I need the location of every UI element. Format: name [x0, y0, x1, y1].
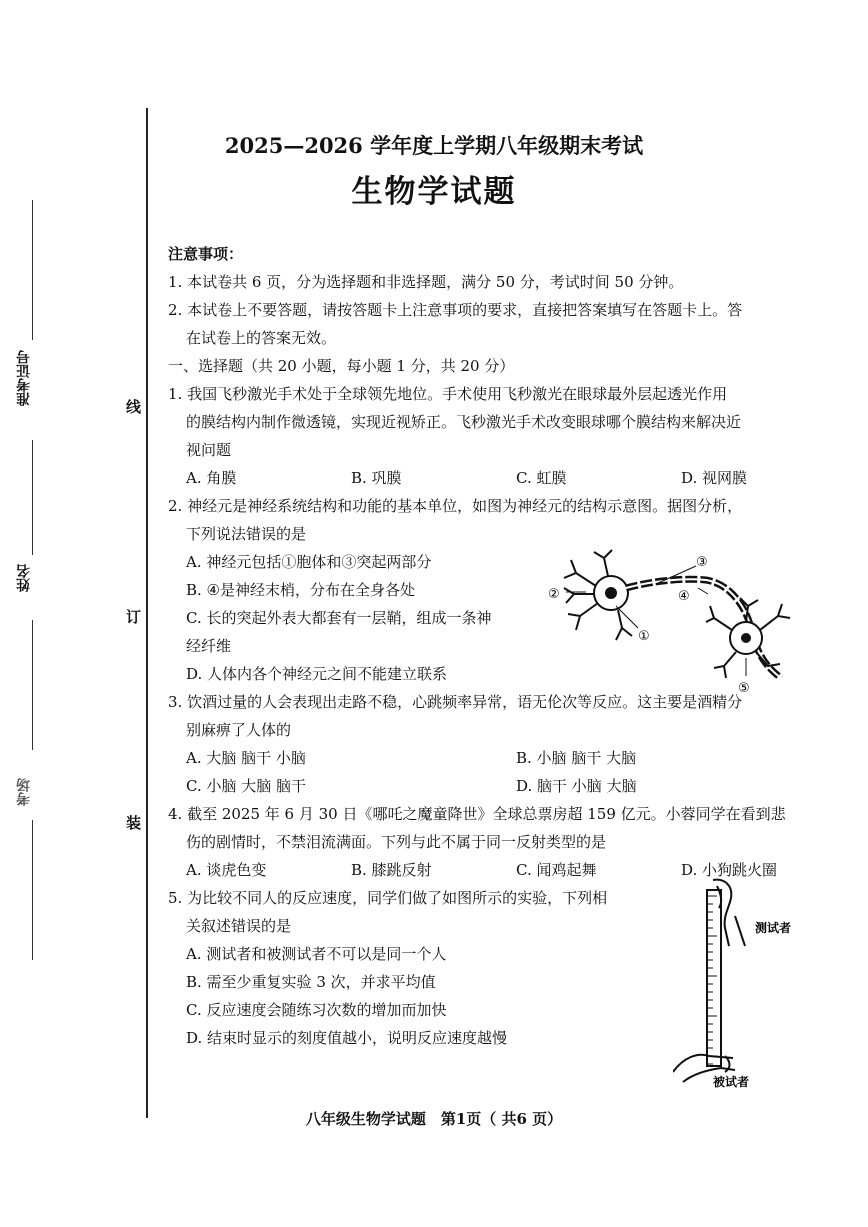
q5-block — [168, 884, 828, 1089]
q2-option-c: C. 长的突起外表大都套有一层鞘，组成一条神 — [186, 609, 492, 627]
q3-options-row-2 — [168, 772, 828, 800]
q1-line-1: 1. 我国飞秒激光手术处于全球领先地位。手术使用飞秒激光在眼球最外层起透光作用 — [168, 385, 728, 403]
q5-option-b: B. 需至少重复实验 3 次，并求平均值 — [186, 973, 436, 991]
q4-option-a: A. 谈虎色变 — [186, 861, 267, 879]
section-heading: 一、选择题（共 20 小题，每小题 1 分，共 20 分） — [168, 357, 515, 375]
name-label: 姓名 — [16, 564, 32, 592]
room-line — [32, 620, 33, 750]
binding-line — [146, 108, 148, 1118]
binding-char-bind: 装 — [126, 814, 142, 832]
q2-block — [168, 492, 828, 696]
q5-line-2: 关叙述错误的是 — [186, 917, 292, 935]
neuron-cell-body-1 — [564, 550, 632, 640]
binding-char-line: 线 — [126, 398, 142, 416]
name-line — [32, 440, 33, 555]
figure-label-5 — [738, 658, 750, 696]
neuron-diagram — [546, 548, 831, 698]
notice-item-1: 1. 本试卷共 6 页，分为选择题和非选择题，满分 50 分，考试时间 50 分钟。 — [168, 273, 684, 291]
notice-item-2-cont: 在试卷上的答案无效。 — [186, 329, 337, 347]
q4-option-b: B. 膝跳反射 — [351, 861, 432, 879]
exam-title: 2025—2026 学年度上学期八年级期末考试 — [224, 133, 644, 158]
q3-options-row-1 — [168, 744, 828, 772]
q2-option-d: D. 人体内各个神经元之间不能建立联系 — [186, 665, 448, 683]
q2-option-b: B. ④是神经末梢，分布在全身各处 — [186, 581, 416, 599]
seat-line — [32, 820, 33, 960]
q3-option-b: B. 小脑 脑干 大脑 — [516, 749, 637, 767]
q5-option-d: D. 结束时显示的刻度值越小，说明反应速度越慢 — [186, 1029, 508, 1047]
q4-option-d: D. 小狗跳火圈 — [681, 861, 778, 879]
q3-option-a: A. 大脑 脑干 小脑 — [186, 749, 306, 767]
svg-text:①: ① — [638, 629, 650, 644]
q4-line-1: 4. 截至 2025 年 6 月 30 日《哪吒之魔童降世》全球总票房超 159 亿元。小蓉同学在看到悲 — [168, 805, 786, 823]
q1-line-2: 的膜结构内制作微透镜，实现近视矫正。飞秒激光手术改变眼球哪个膜结构来解决近 — [186, 413, 742, 431]
exam-number-label: 准考证号 — [16, 350, 32, 406]
exam-content — [168, 240, 828, 1089]
q2-line-2: 下列说法错误的是 — [186, 525, 307, 543]
subject-label: 被试者 — [713, 1075, 750, 1089]
notice-heading: 注意事项： — [168, 245, 244, 263]
q3-line-1: 3. 饮酒过量的人会表现出走路不稳，心跳频率异常，语无伦次等反应。这主要是酒精分 — [168, 693, 743, 711]
q3-option-c: C. 小脑 大脑 脑干 — [186, 777, 307, 795]
q2-option-c-cont: 经纤维 — [186, 637, 232, 655]
room-label: 考场 — [16, 778, 32, 806]
q4-option-c: C. 闻鸡起舞 — [516, 861, 597, 879]
q1-option-c: C. 虹膜 — [516, 469, 567, 487]
svg-text:③: ③ — [696, 555, 708, 570]
q2-line-1: 2. 神经元是神经系统结构和功能的基本单位，如图为神经元的结构示意图。据图分析， — [168, 497, 743, 515]
page-footer: 八年级生物学试题 第1页（ 共6 页） — [305, 1110, 563, 1128]
q1-option-a: A. 角膜 — [186, 469, 237, 487]
q3-option-d: D. 脑干 小脑 大脑 — [516, 777, 637, 795]
neuron-cell-body-2 — [706, 598, 790, 678]
binding-char-staple: 订 — [126, 608, 142, 626]
q1-option-b: B. 巩膜 — [351, 469, 402, 487]
subject-title: 生物学试题 — [351, 174, 517, 210]
q1-line-3: 视问题 — [186, 441, 232, 459]
q1-option-d: D. 视网膜 — [681, 469, 748, 487]
q5-option-a: A. 测试者和被测试者不可以是同一个人 — [186, 945, 447, 963]
ruler-experiment-diagram — [673, 876, 823, 1091]
tester-label: 测试者 — [755, 921, 792, 935]
q3-line-2: 别麻痹了人体的 — [186, 721, 292, 739]
svg-text:⑤: ⑤ — [738, 681, 750, 696]
svg-text:④: ④ — [678, 589, 690, 604]
q1-options — [168, 464, 828, 492]
q2-option-a: A. 神经元包括①胞体和③突起两部分 — [186, 553, 432, 571]
notice-item-2: 2. 本试卷上不要答题，请按答题卡上注意事项的要求，直接把答案填写在答题卡上。答 — [168, 301, 743, 319]
q5-option-c: C. 反应速度会随练习次数的增加而加快 — [186, 1001, 447, 1019]
q4-line-2: 伤的剧情时，不禁泪流满面。下列与此不属于同一反射类型的是 — [186, 833, 607, 851]
figure-label-4 — [678, 588, 708, 604]
q5-line-1: 5. 为比较不同人的反应速度，同学们做了如图所示的实验，下列相 — [168, 889, 608, 907]
exam-number-line — [32, 200, 33, 340]
svg-text:②: ② — [548, 587, 560, 602]
